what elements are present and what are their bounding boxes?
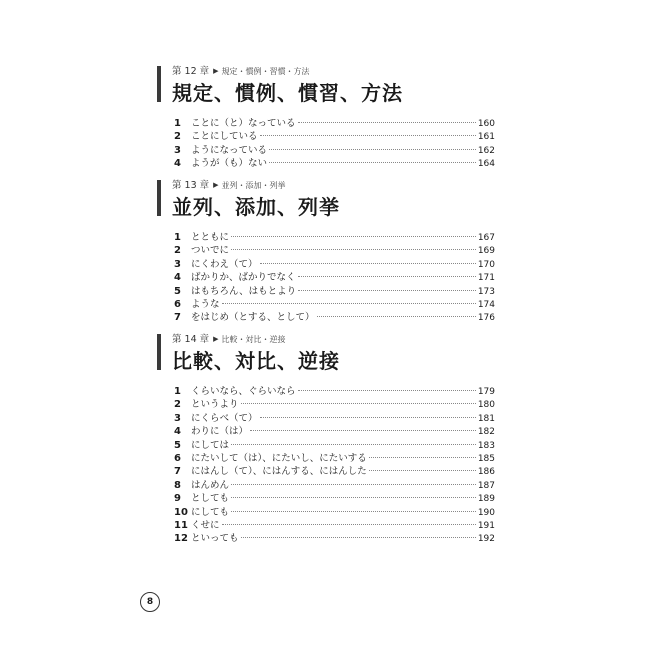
item-title: ばかりか、ばかりでなく xyxy=(191,272,296,284)
toc-item[interactable] xyxy=(174,412,495,425)
item-number: 4 xyxy=(174,158,181,170)
item-title: ような xyxy=(191,298,220,310)
item-title: にくわえ（て） xyxy=(191,258,258,270)
item-title: としても xyxy=(191,493,230,505)
item-number: 9 xyxy=(174,493,181,505)
item-title: にしては xyxy=(191,439,230,451)
chapter-label xyxy=(172,334,495,346)
toc-item[interactable] xyxy=(174,385,495,398)
chapter-title: 並列、添加、列挙 xyxy=(172,195,340,219)
item-title: くせに xyxy=(191,519,220,531)
item-number: 7 xyxy=(174,466,181,478)
chapter-label xyxy=(172,180,495,192)
dot-leader xyxy=(260,263,476,264)
item-page-number: 179 xyxy=(477,387,495,397)
dot-leader xyxy=(231,511,476,512)
chapter-header xyxy=(157,334,495,374)
toc-item[interactable] xyxy=(174,258,495,271)
item-number: 7 xyxy=(174,312,181,324)
toc-item[interactable] xyxy=(174,519,495,532)
item-title: ことに（と）なっている xyxy=(191,118,296,129)
item-page-number: 176 xyxy=(477,313,495,324)
item-title: にたいして（は）、にたいし、にたいする xyxy=(191,452,367,464)
toc-item[interactable] xyxy=(174,398,495,411)
dot-leader xyxy=(298,390,476,391)
toc-item[interactable] xyxy=(174,285,495,298)
item-number: 4 xyxy=(174,426,181,438)
chapter-subtitle: 規定・慣例・習慣・方法 xyxy=(221,67,310,76)
dot-leader xyxy=(222,524,476,525)
dot-leader xyxy=(269,162,476,163)
chapter-12 xyxy=(157,66,495,171)
toc-item[interactable] xyxy=(174,479,495,492)
item-title: といっても xyxy=(191,533,239,545)
toc-item[interactable] xyxy=(174,492,495,505)
toc-list xyxy=(174,385,495,546)
dot-leader xyxy=(241,403,476,404)
item-page-number: 191 xyxy=(477,520,495,531)
triangle-icon: ▶ xyxy=(213,181,219,189)
item-page-number: 160 xyxy=(477,119,495,129)
toc-item[interactable] xyxy=(174,506,495,519)
item-page-number: 183 xyxy=(477,440,495,451)
item-number: 5 xyxy=(174,439,181,451)
item-title: はんめん xyxy=(191,479,230,491)
dot-leader xyxy=(231,444,476,445)
item-title: とともに xyxy=(191,232,230,243)
chapter-bar xyxy=(157,180,161,216)
item-title: はもちろん、はもとより xyxy=(191,285,297,297)
item-number: 6 xyxy=(174,298,181,310)
item-number: 3 xyxy=(174,144,181,156)
item-title: というより xyxy=(191,399,239,411)
triangle-icon: ▶ xyxy=(213,67,219,75)
page-number: 8 xyxy=(140,592,160,612)
toc-item[interactable] xyxy=(174,271,495,284)
dot-leader xyxy=(317,316,476,317)
item-page-number: 162 xyxy=(477,145,495,156)
item-page-number: 167 xyxy=(477,233,495,243)
item-number: 1 xyxy=(174,118,181,129)
item-title: にはんし（て）、にはんする、にはんした xyxy=(191,466,367,478)
item-page-number: 169 xyxy=(477,246,495,257)
item-page-number: 161 xyxy=(477,132,495,143)
item-number: 3 xyxy=(174,412,181,424)
chapter-subtitle: 比較・対比・逆接 xyxy=(221,335,286,344)
item-title: ようになっている xyxy=(191,144,268,156)
toc-list xyxy=(174,117,495,171)
dot-leader xyxy=(260,135,476,136)
item-number: 1 xyxy=(174,386,181,397)
chapter-number: 第 13 章 xyxy=(172,180,210,191)
dot-leader xyxy=(260,417,476,418)
item-title: わりに（は） xyxy=(191,426,249,438)
dot-leader xyxy=(231,236,476,237)
toc-item[interactable] xyxy=(174,117,495,130)
toc-item[interactable] xyxy=(174,298,495,311)
item-number: 12 xyxy=(174,533,188,545)
chapter-header xyxy=(157,180,495,220)
item-number: 8 xyxy=(174,479,181,491)
item-number: 2 xyxy=(174,131,181,143)
chapter-bar xyxy=(157,66,161,102)
dot-leader xyxy=(222,303,476,304)
toc-item[interactable] xyxy=(174,452,495,465)
item-page-number: 174 xyxy=(477,299,495,310)
toc-item[interactable] xyxy=(174,231,495,244)
toc-item[interactable] xyxy=(174,144,495,157)
item-number: 1 xyxy=(174,232,181,243)
item-page-number: 182 xyxy=(477,427,495,438)
dot-leader xyxy=(269,149,476,150)
dot-leader xyxy=(231,484,476,485)
dot-leader xyxy=(369,457,476,458)
item-number: 6 xyxy=(174,452,181,464)
item-number: 2 xyxy=(174,399,181,411)
item-page-number: 170 xyxy=(477,259,495,270)
dot-leader xyxy=(298,276,476,277)
dot-leader xyxy=(241,537,476,538)
item-title: くらいなら、ぐらいなら xyxy=(191,386,296,397)
item-number: 3 xyxy=(174,258,181,270)
chapter-subtitle: 並列・添加・列挙 xyxy=(221,181,286,190)
item-title: ついでに xyxy=(191,245,230,257)
chapter-13 xyxy=(157,180,495,325)
chapter-title: 規定、慣例、慣習、方法 xyxy=(172,81,403,105)
dot-leader xyxy=(298,290,476,291)
dot-leader xyxy=(250,430,476,431)
toc-list xyxy=(174,231,495,325)
item-page-number: 180 xyxy=(477,400,495,411)
dot-leader xyxy=(231,249,476,250)
item-title: ようが（も）ない xyxy=(191,158,268,170)
item-page-number: 181 xyxy=(477,413,495,424)
item-page-number: 189 xyxy=(477,494,495,505)
toc-item[interactable] xyxy=(174,465,495,478)
item-page-number: 187 xyxy=(477,480,495,491)
chapter-title: 比較、対比、逆接 xyxy=(172,349,340,373)
chapter-label xyxy=(172,66,495,78)
item-page-number: 185 xyxy=(477,453,495,464)
toc-item[interactable] xyxy=(174,157,495,170)
item-page-number: 164 xyxy=(477,159,495,170)
toc-item[interactable] xyxy=(174,311,495,324)
item-title: ことにしている xyxy=(191,131,258,143)
toc-item[interactable] xyxy=(174,439,495,452)
toc-item[interactable] xyxy=(174,532,495,545)
chapter-header xyxy=(157,66,495,106)
item-page-number: 173 xyxy=(477,286,495,297)
toc-item[interactable] xyxy=(174,130,495,143)
item-page-number: 171 xyxy=(477,273,495,284)
item-title: にくらべ（て） xyxy=(191,412,258,424)
toc-item[interactable] xyxy=(174,425,495,438)
item-title: をはじめ（とする、として） xyxy=(191,312,315,324)
item-title: にしても xyxy=(191,506,230,518)
chapter-number: 第 14 章 xyxy=(172,334,210,345)
item-page-number: 186 xyxy=(477,467,495,478)
chapter-number: 第 12 章 xyxy=(172,66,210,77)
chapter-bar xyxy=(157,334,161,370)
dot-leader xyxy=(231,497,476,498)
item-number: 2 xyxy=(174,245,181,257)
dot-leader xyxy=(369,470,476,471)
chapter-14 xyxy=(157,334,495,546)
toc-item[interactable] xyxy=(174,244,495,257)
item-number: 4 xyxy=(174,272,181,284)
item-number: 10 xyxy=(174,506,188,518)
item-number: 5 xyxy=(174,285,181,297)
item-page-number: 192 xyxy=(477,534,495,545)
item-page-number: 190 xyxy=(477,507,495,518)
dot-leader xyxy=(298,122,476,123)
triangle-icon: ▶ xyxy=(213,335,219,343)
item-number: 11 xyxy=(174,519,188,531)
